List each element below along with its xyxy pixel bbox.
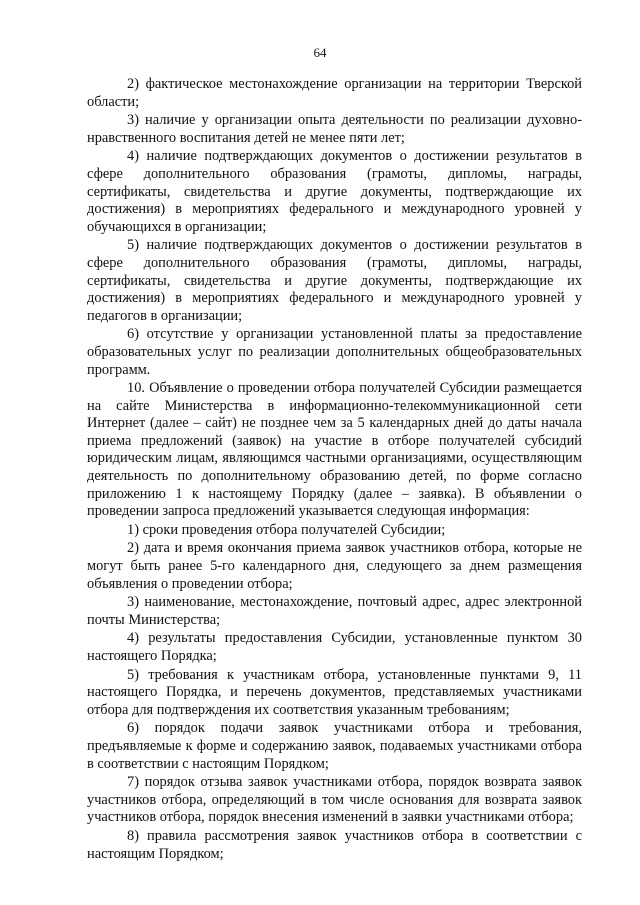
paragraph: 5) требования к участникам отбора, установленные пунктами 9, 11 настоящего Порядка, и перечень документов, представляемых участниками отбора для подтверждения их соответствия указанным требованиям;	[87, 666, 582, 718]
paragraph: 3) наличие у организации опыта деятельности по реализации духовно-нравственного воспитания детей не менее пяти лет;	[87, 112, 582, 146]
document-body	[87, 76, 582, 864]
paragraph: 6) отсутствие у организации установленной платы за предоставление образовательных услуг по реализации дополнительных общеобразовательных программ.	[87, 326, 582, 378]
paragraph: 10. Объявление о проведении отбора получателей Субсидии размещается на сайте Министерства в информационно-телекоммуникационной сети Интернет (далее – сайт) не позднее чем за 5 календарных дней до даты начала приема предложений (заявок) на участие в отборе получателей субсидий юридическим лицам, являющимся частными организациями, осуществляющим деятельность по дополнительному образованию детей, по форме согласно приложению 1 к настоящему Порядку (далее – заявка). В объявлении о проведении запроса предложений указывается следующая информация:	[87, 380, 582, 520]
paragraph: 3) наименование, местонахождение, почтовый адрес, адрес электронной почты Министерства;	[87, 594, 582, 628]
paragraph: 1) сроки проведения отбора получателей Субсидии;	[127, 521, 446, 538]
paragraph: 5) наличие подтверждающих документов о достижении результатов в сфере дополнительного образования (грамоты, дипломы, награды, сертификаты, свидетельства и другие документы, подтверждающие их достижения) в мероприятиях федерального и международного уровней у педагогов в организации;	[87, 237, 582, 324]
page-number: 64	[313, 45, 327, 60]
paragraph: 8) правила рассмотрения заявок участников отбора в соответствии с настоящим Порядком;	[87, 827, 582, 862]
paragraph: 6) порядок подачи заявок участниками отбора и требования, предъявляемые к форме и содержанию заявок, подаваемых участниками отбора в соответствии с настоящим Порядком;	[87, 720, 582, 772]
paragraph: 2) дата и время окончания приема заявок участников отбора, которые не могут быть ранее 5-го календарного дня, следующего за днем размещения объявления о проведении отбора;	[87, 540, 582, 592]
paragraph: 4) наличие подтверждающих документов о достижении результатов в сфере дополнительного образования (грамоты, дипломы, награды, сертификаты, свидетельства и другие документы, подтверждающие их достижения) в мероприятиях федерального и международного уровней у обучающихся в организации;	[87, 148, 582, 235]
paragraph: 4) результаты предоставления Субсидии, установленные пунктом 30 настоящего Порядка;	[87, 630, 582, 664]
paragraph: 7) порядок отзыва заявок участниками отбора, порядок возврата заявок участников отбора, определяющий в том числе основания для возврата заявок участников отбора, порядок внесения изменений в заявки участниками отбора;	[87, 774, 582, 826]
paragraph: 2) фактическое местонахождение организации на территории Тверской области;	[87, 76, 582, 110]
